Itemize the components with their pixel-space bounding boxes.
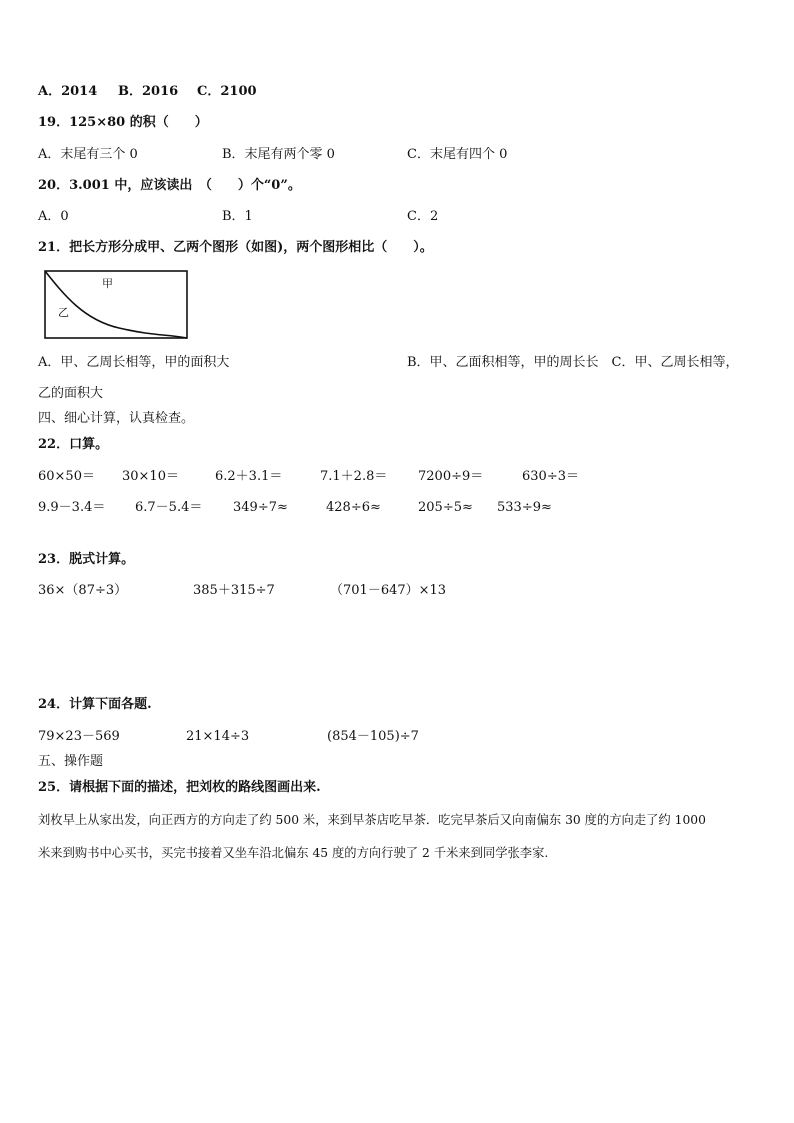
- figure-label-yi: 乙: [58, 306, 69, 319]
- q19-option-a: A．末尾有三个 0: [38, 147, 138, 162]
- q22-item: 60×50＝: [38, 469, 95, 484]
- q19-option-c: C．末尾有四个 0: [407, 147, 508, 162]
- section5-heading: 五、操作题: [38, 754, 104, 769]
- q20-option-b: B．1: [222, 209, 253, 224]
- q19-option-b: B．末尾有两个零 0: [222, 147, 335, 162]
- q18-option-b: B．2016: [118, 84, 179, 99]
- figure-label-jia: 甲: [102, 277, 113, 290]
- q24-item: 21×14÷3: [186, 729, 250, 744]
- q22-item: 30×10＝: [122, 469, 179, 484]
- q21-rectangle-figure: [44, 270, 188, 340]
- q22-item: 533÷9≈: [497, 500, 552, 515]
- q22-item: 9.9－3.4＝: [38, 500, 106, 515]
- q20-option-c: C．2: [407, 209, 439, 224]
- q25-stem: 25．请根据下面的描述，把刘枚的路线图画出来.: [38, 780, 321, 795]
- q19-stem: 19．125×80 的积（ ）: [38, 115, 208, 130]
- q24-item: 79×23－569: [38, 729, 120, 744]
- q22-item: 6.2＋3.1＝: [215, 469, 283, 484]
- q20-option-a: A．0: [38, 209, 69, 224]
- q24-stem: 24．计算下面各题.: [38, 697, 152, 712]
- q23-item: 36×（87÷3）: [38, 583, 128, 598]
- q25-text-line1: 刘枚早上从家出发，向正西方的方向走了约 500 米，来到早茶店吃早茶．吃完早茶后又向南偏东 30 度的方向走了约 1000: [38, 813, 706, 827]
- q23-item: （701－647）×13: [330, 583, 447, 598]
- q18-option-a: A．2014: [38, 84, 98, 99]
- q24-item: (854－105)÷7: [327, 729, 419, 744]
- q21-option-bc: B．甲、乙面积相等，甲的周长长 C．甲、乙周长相等，: [407, 355, 739, 370]
- dividing-curve: [45, 271, 187, 338]
- q22-item: 7200÷9＝: [418, 469, 484, 484]
- q22-item: 428÷6≈: [326, 500, 381, 515]
- q22-item: 6.7－5.4＝: [135, 500, 203, 515]
- q21-options-line2: 乙的面积大: [38, 386, 104, 401]
- q22-item: 205÷5≈: [418, 500, 473, 515]
- q20-stem: 20．3.001 中，应该读出 （ ）个“0”。: [38, 178, 301, 193]
- q22-stem: 22．口算。: [38, 437, 109, 452]
- q22-item: 349÷7≈: [233, 500, 288, 515]
- q18-option-c: C．2100: [197, 84, 257, 99]
- q23-stem: 23．脱式计算。: [38, 552, 135, 567]
- q21-stem: 21．把长方形分成甲、乙两个图形（如图)，两个图形相比（ ）。: [38, 240, 433, 255]
- section4-heading: 四、细心计算，认真检查。: [38, 411, 195, 426]
- q22-item: 7.1＋2.8＝: [320, 469, 388, 484]
- q21-option-a: A．甲、乙周长相等，甲的面积大: [38, 355, 230, 370]
- q22-item: 630÷3＝: [522, 469, 579, 484]
- q25-text-line2: 米来到购书中心买书，买完书接着又坐车沿北偏东 45 度的方向行驶了 2 千米来到同学张李家.: [38, 846, 549, 860]
- q23-item: 385＋315÷7: [193, 583, 275, 598]
